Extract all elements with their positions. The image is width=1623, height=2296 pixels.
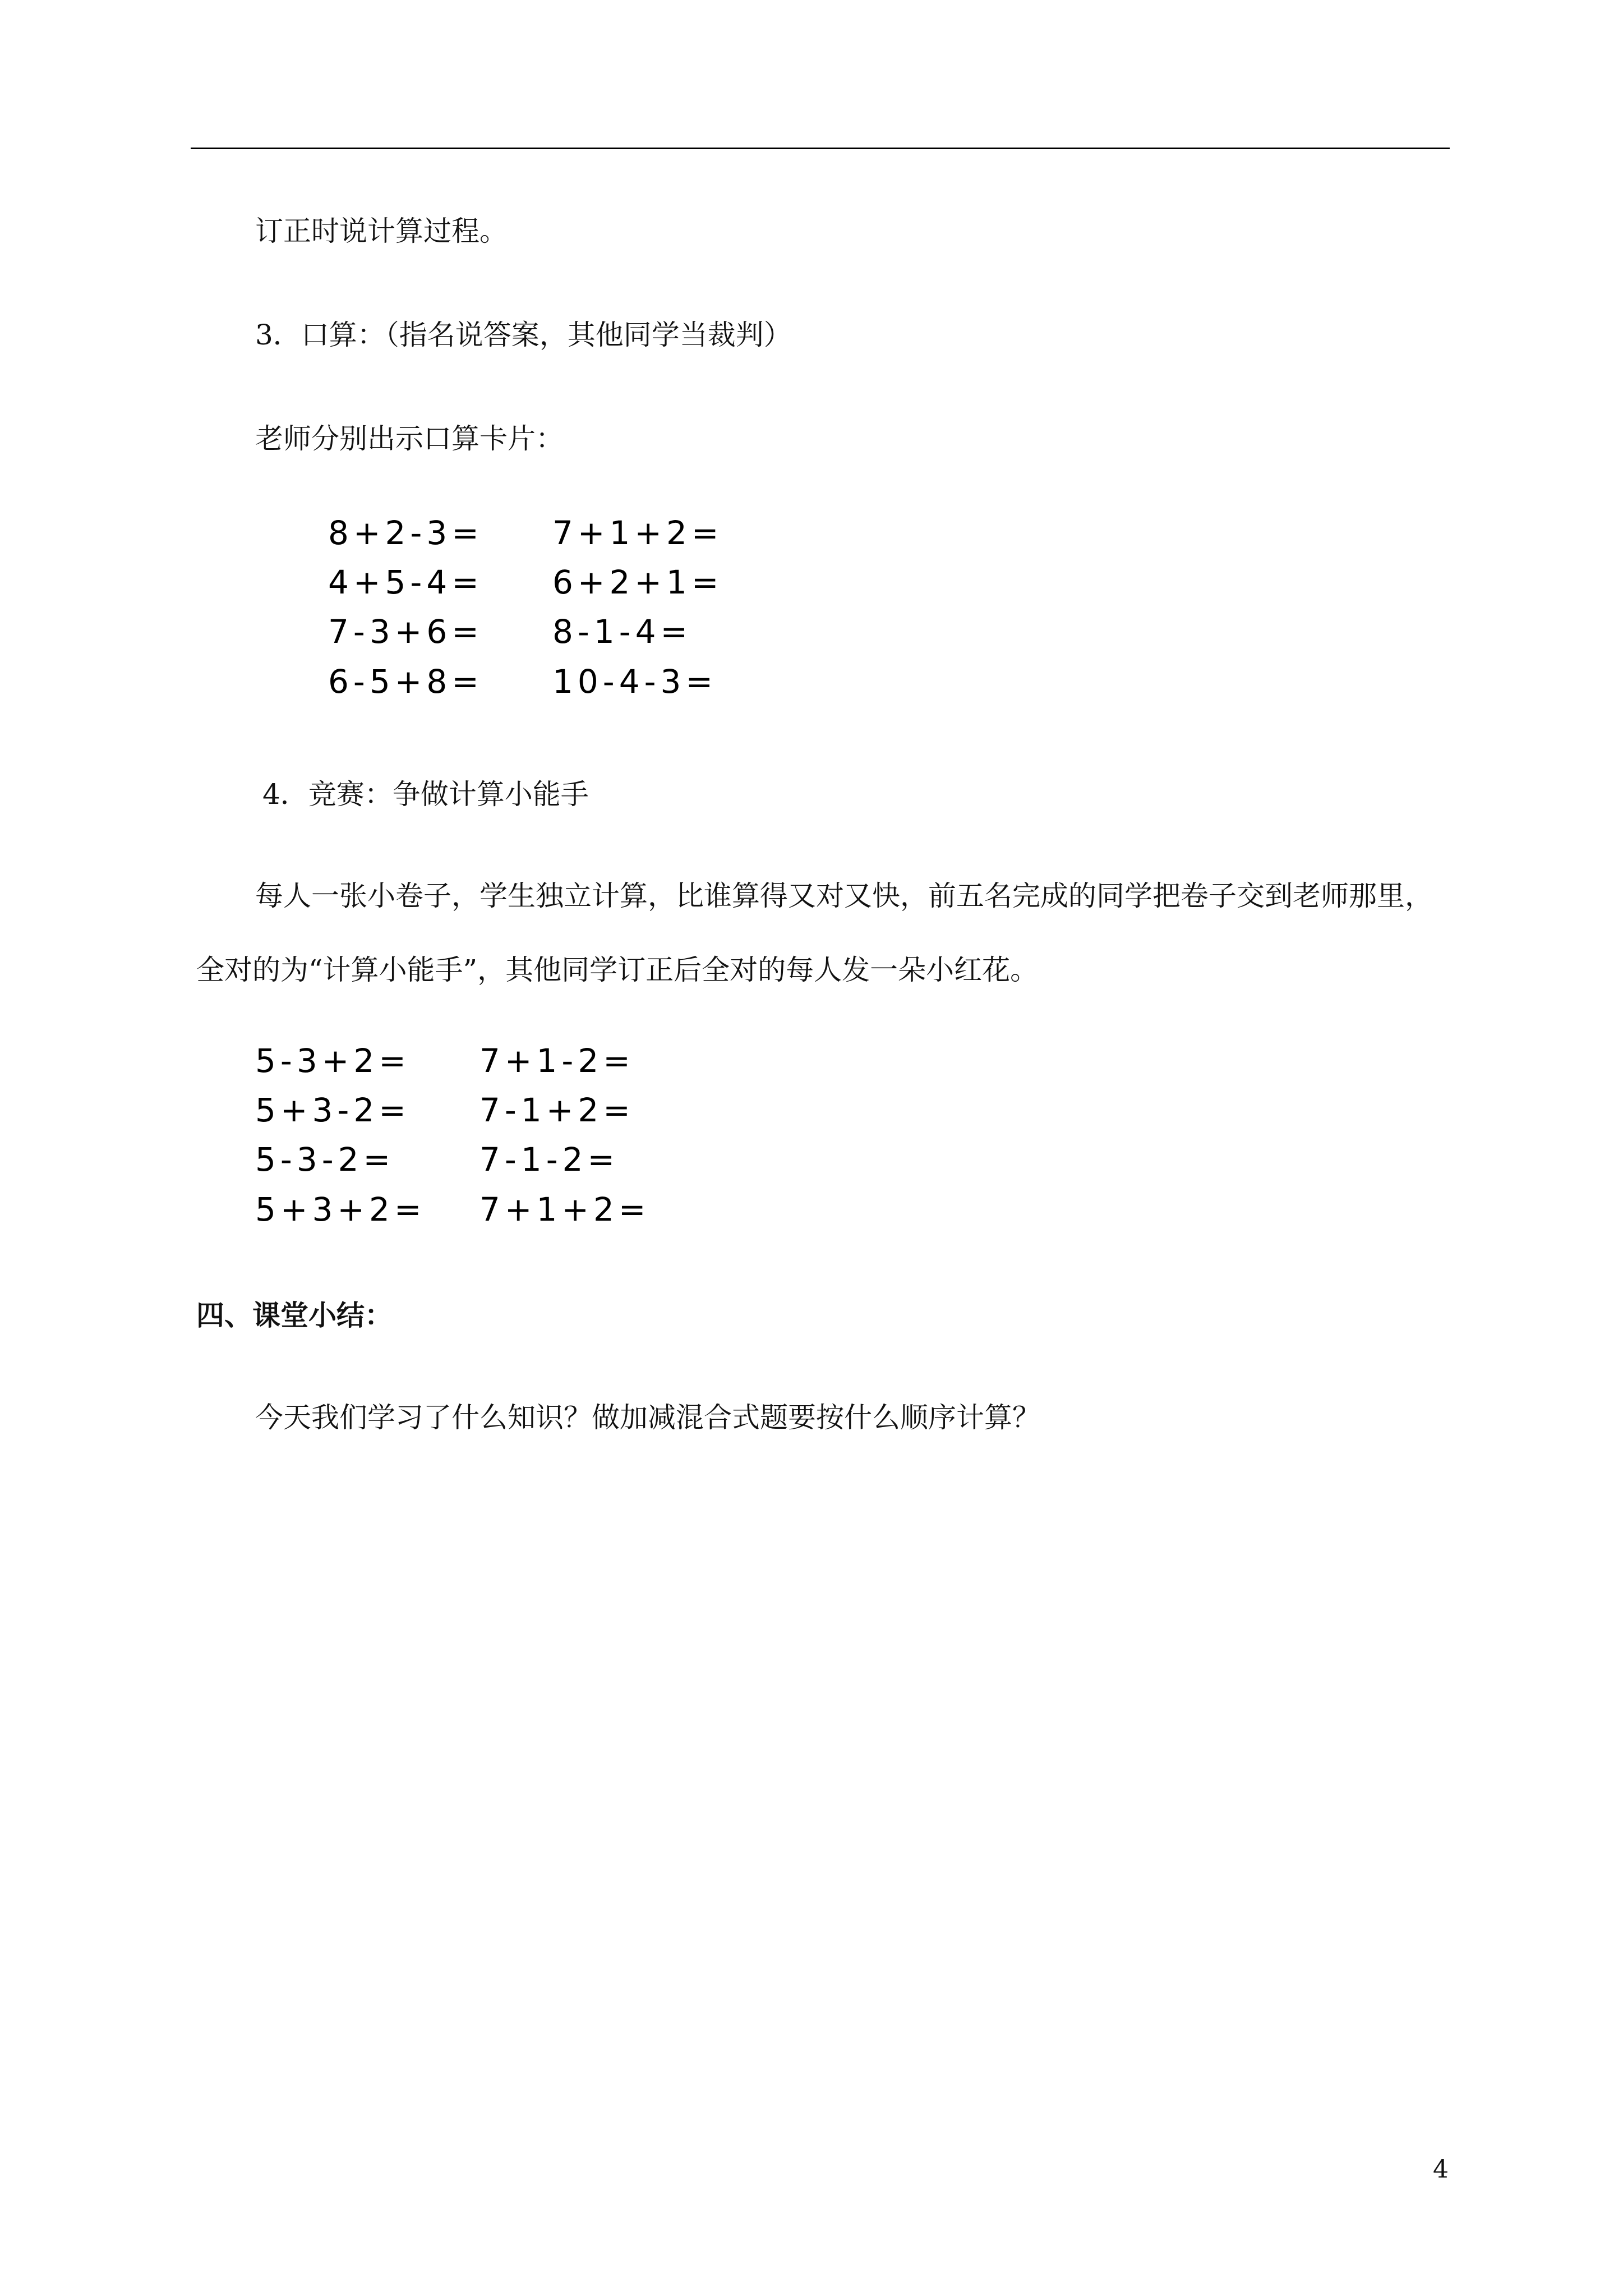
contest-desc-line-2: 全对的为“计算小能手”，其他同学订正后全对的每人发一朵小红花。 <box>196 954 1039 986</box>
page-number: 4 <box>1433 2155 1449 2184</box>
oral-card: 6+2+1= <box>552 563 723 601</box>
correction-line: 订正时说计算过程。 <box>255 215 508 247</box>
oral-calc-heading: 3．口算：（指名说答案，其他同学当裁判） <box>255 319 792 351</box>
oral-card: 8+2-3= <box>328 514 483 552</box>
contest-exercise: 5+3-2= <box>255 1091 411 1129</box>
oral-card: 7+1+2= <box>552 514 723 552</box>
oral-card: 10-4-3= <box>552 662 718 701</box>
teacher-cards-line: 老师分别出示口算卡片： <box>255 422 564 455</box>
contest-exercise: 7-1+2= <box>479 1091 635 1129</box>
contest-description <box>196 878 1453 988</box>
contest-heading: 4．竞赛：争做计算小能手 <box>262 778 589 811</box>
oral-card: 8-1-4= <box>552 613 693 651</box>
contest-desc-line-1: 每人一张小卷子，学生独立计算，比谁算得又对又快，前五名完成的同学把卷子交到老师那里， <box>255 880 1433 912</box>
contest-exercise: 7-1-2= <box>479 1140 620 1179</box>
summary-question: 今天我们学习了什么知识？做加减混合式题要按什么顺序计算？ <box>255 1401 1040 1434</box>
contest-exercise: 5-3-2= <box>255 1140 395 1179</box>
contest-exercise: 7+1-2= <box>479 1042 635 1080</box>
oral-card: 6-5+8= <box>328 662 483 701</box>
contest-exercise: 5+3+2= <box>255 1190 426 1228</box>
oral-card: 7-3+6= <box>328 613 483 651</box>
header-rule <box>191 148 1450 149</box>
summary-heading: 四、课堂小结： <box>196 1299 393 1332</box>
contest-exercise: 7+1+2= <box>479 1190 651 1228</box>
contest-exercise: 5-3+2= <box>255 1042 411 1080</box>
oral-card: 4+5-4= <box>328 563 483 601</box>
